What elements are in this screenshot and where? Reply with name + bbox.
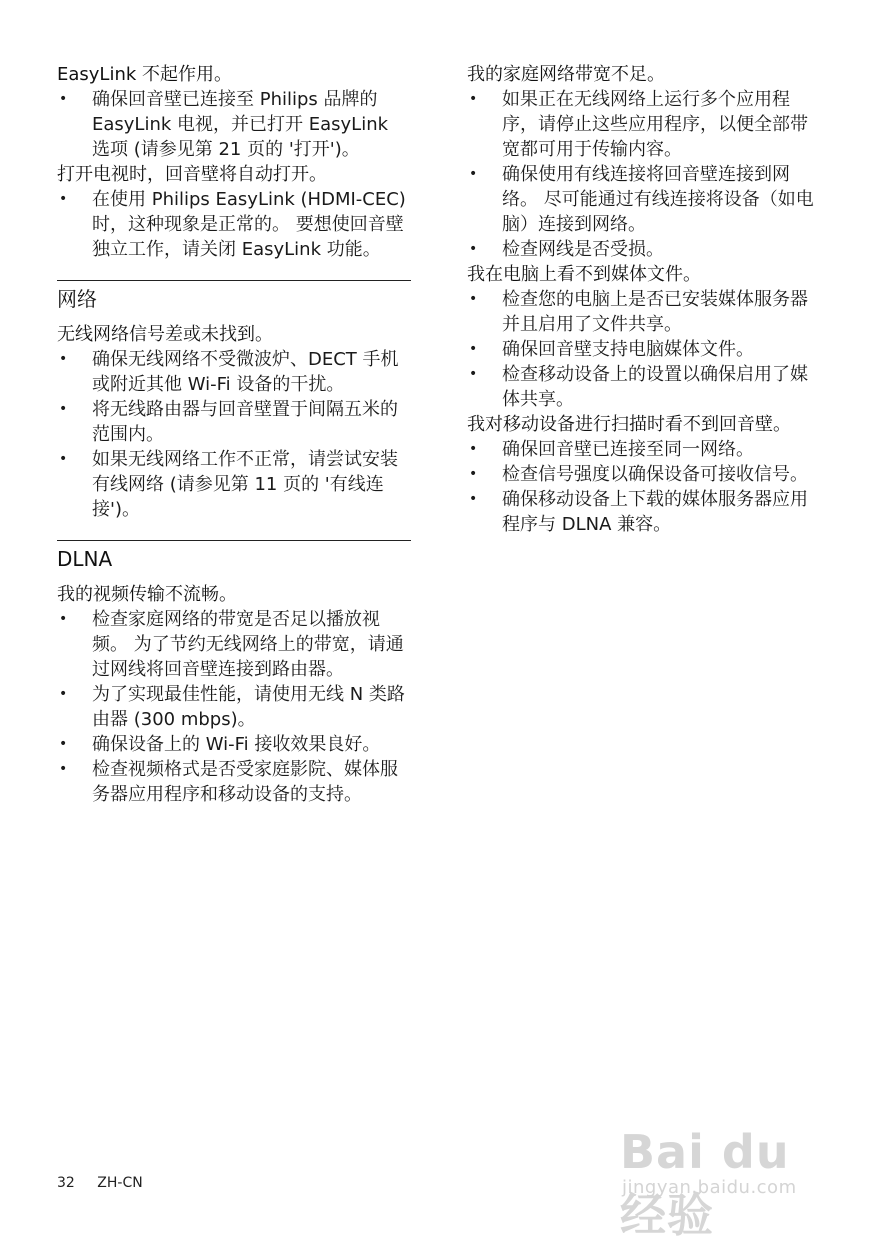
media-files-list	[467, 287, 821, 412]
bullet-icon: •	[469, 441, 478, 457]
watermark-url: jingyan.baidu.com	[622, 1177, 797, 1198]
list-item: • 检查网线是否受损。	[469, 239, 664, 260]
list-item: • 检查移动设备上的设置以确保启用了媒体共享。	[469, 364, 808, 410]
tv-power-list	[57, 187, 411, 262]
list-item: • 确保移动设备上下载的媒体服务器应用程序与 DLNA 兼容。	[469, 489, 808, 535]
bullet-icon: •	[59, 351, 68, 367]
list-item: • 如果正在无线网络上运行多个应用程序，请停止这些应用程序，以便全部带宽都可用于传输内容。	[469, 89, 808, 160]
wireless-heading: 无线网络信号差或未找到。	[57, 324, 273, 345]
list-item: • 检查家庭网络的带宽是否足以播放视频。 为了节约无线网络上的带宽，请通过网线将回音壁连接到路由器。	[59, 609, 404, 680]
bullet-icon: •	[59, 686, 68, 702]
list-item: • 确保使用有线连接将回音壁连接到网络。 尽可能通过有线连接将设备（如电脑）连接到网络。	[469, 164, 814, 235]
easylink-heading: EasyLink 不起作用。	[57, 64, 233, 85]
bullet-icon: •	[469, 341, 478, 357]
bullet-icon: •	[59, 611, 68, 627]
bandwidth-heading: 我的家庭网络带宽不足。	[467, 64, 665, 85]
bullet-icon: •	[59, 761, 68, 777]
page-footer	[57, 1175, 143, 1191]
dlna-section	[57, 540, 411, 807]
list-item: • 在使用 Philips EasyLink (HDMI-CEC) 时，这种现象是正常的。 要想使回音壁独立工作，请关闭 EasyLink 功能。	[59, 189, 406, 260]
list-item: • 确保回音壁支持电脑媒体文件。	[469, 339, 754, 360]
bullet-icon: •	[59, 191, 68, 207]
video-list	[57, 607, 411, 807]
video-heading: 我的视频传输不流畅。	[57, 584, 237, 605]
bullet-icon: •	[59, 91, 68, 107]
wireless-list	[57, 347, 411, 522]
list-item: • 检查信号强度以确保设备可接收信号。	[469, 464, 808, 485]
easylink-list	[57, 87, 411, 162]
baidu-watermark	[620, 1105, 840, 1242]
dlna-section-title: DLNA	[57, 547, 113, 571]
right-column	[467, 62, 821, 537]
list-item: • 为了实现最佳性能，请使用无线 N 类路由器 (300 mbps)。	[59, 684, 405, 730]
list-item: • 检查您的电脑上是否已安装媒体服务器并且启用了文件共享。	[469, 289, 808, 335]
bullet-icon: •	[59, 451, 68, 467]
bullet-icon: •	[469, 366, 478, 382]
bullet-icon: •	[469, 241, 478, 257]
bullet-icon: •	[469, 166, 478, 182]
bullet-icon: •	[469, 91, 478, 107]
bullet-icon: •	[59, 401, 68, 417]
mobile-scan-list	[467, 437, 821, 537]
network-section	[57, 280, 411, 522]
bullet-icon: •	[469, 291, 478, 307]
baidu-logo: Bai du 经验	[620, 1125, 790, 1242]
bullet-icon: •	[469, 466, 478, 482]
list-item: • 确保无线网络不受微波炉、DECT 手机或附近其他 Wi-Fi 设备的干扰。	[59, 349, 399, 395]
page-number: 32	[57, 1175, 75, 1191]
list-item: • 确保回音壁已连接至 Philips 品牌的 EasyLink 电视，并已打开 EasyLink 选项 (请参见第 21 页的 '打开')。	[59, 89, 389, 160]
bullet-icon: •	[469, 491, 478, 507]
media-files-heading: 我在电脑上看不到媒体文件。	[467, 264, 701, 285]
tv-power-heading: 打开电视时，回音壁将自动打开。	[57, 164, 327, 185]
language-code: ZH-CN	[97, 1175, 143, 1191]
left-column	[57, 62, 411, 807]
list-item: • 确保设备上的 Wi-Fi 接收效果良好。	[59, 734, 381, 755]
list-item: • 确保回音壁已连接至同一网络。	[469, 439, 754, 460]
mobile-scan-heading: 我对移动设备进行扫描时看不到回音壁。	[467, 414, 791, 435]
bullet-icon: •	[59, 736, 68, 752]
list-item: • 如果无线网络工作不正常，请尝试安装有线网络 (请参见第 11 页的 '有线连接')。	[59, 449, 398, 520]
list-item: • 检查视频格式是否受家庭影院、媒体服务器应用程序和移动设备的支持。	[59, 759, 398, 805]
bandwidth-list	[467, 87, 821, 262]
network-section-title: 网络	[57, 287, 97, 311]
list-item: • 将无线路由器与回音壁置于间隔五米的范围内。	[59, 399, 398, 445]
